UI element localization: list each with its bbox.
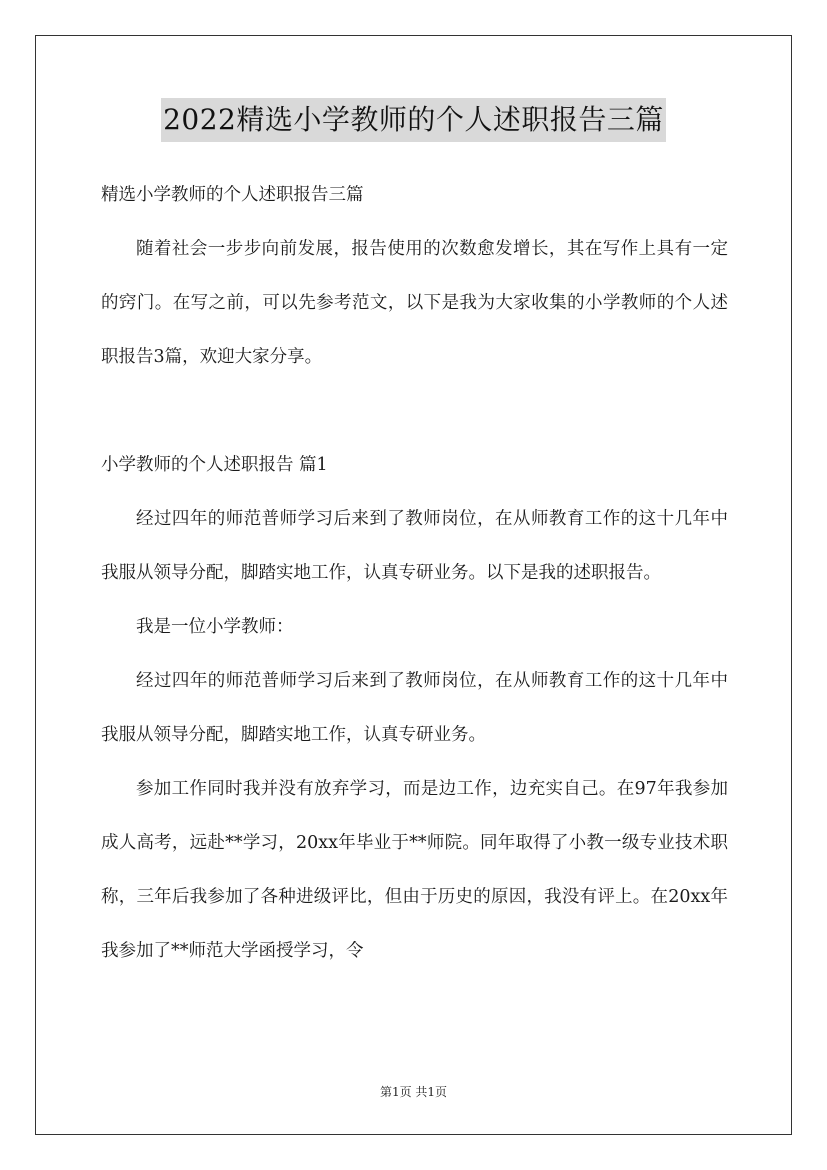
intro-paragraph: 随着社会一步步向前发展，报告使用的次数愈发增长，其在写作上具有一定的窍门。在写之前，可以先参考范文，以下是我为大家收集的小学教师的个人述职报告3篇，欢迎大家分享。 xyxy=(101,239,728,367)
document-title: 2022精选小学教师的个人述职报告三篇 xyxy=(161,98,666,142)
body-paragraph: 经过四年的师范普师学习后来到了教师岗位，在从师教育工作的这十几年中我服从领导分配，脚踏实地工作，认真专研业务。以下是我的述职报告。 xyxy=(101,509,728,583)
blank-line xyxy=(101,384,728,438)
document-subtitle: 精选小学教师的个人述职报告三篇 xyxy=(101,185,364,205)
section-heading: 小学教师的个人述职报告 篇1 xyxy=(101,455,328,475)
page-footer: 第1页 共1页 xyxy=(379,1085,448,1099)
body-paragraph: 经过四年的师范普师学习后来到了教师岗位，在从师教育工作的这十几年中我服从领导分配，脚踏实地工作，认真专研业务。 xyxy=(101,671,728,745)
body-paragraph: 我是一位小学教师： xyxy=(136,617,294,637)
body-paragraph: 参加工作同时我并没有放弃学习，而是边工作，边充实自己。在97年我参加成人高考，远赴**学习，20xx年毕业于**师院。同年取得了小教一级专业技术职称，三年后我参加了各种进级评比，但由于历史的原因，我没有评上。在20xx年我参加了**师范大学函授学习，令 xyxy=(101,779,728,961)
document-body xyxy=(101,168,728,978)
title-container xyxy=(0,98,827,142)
